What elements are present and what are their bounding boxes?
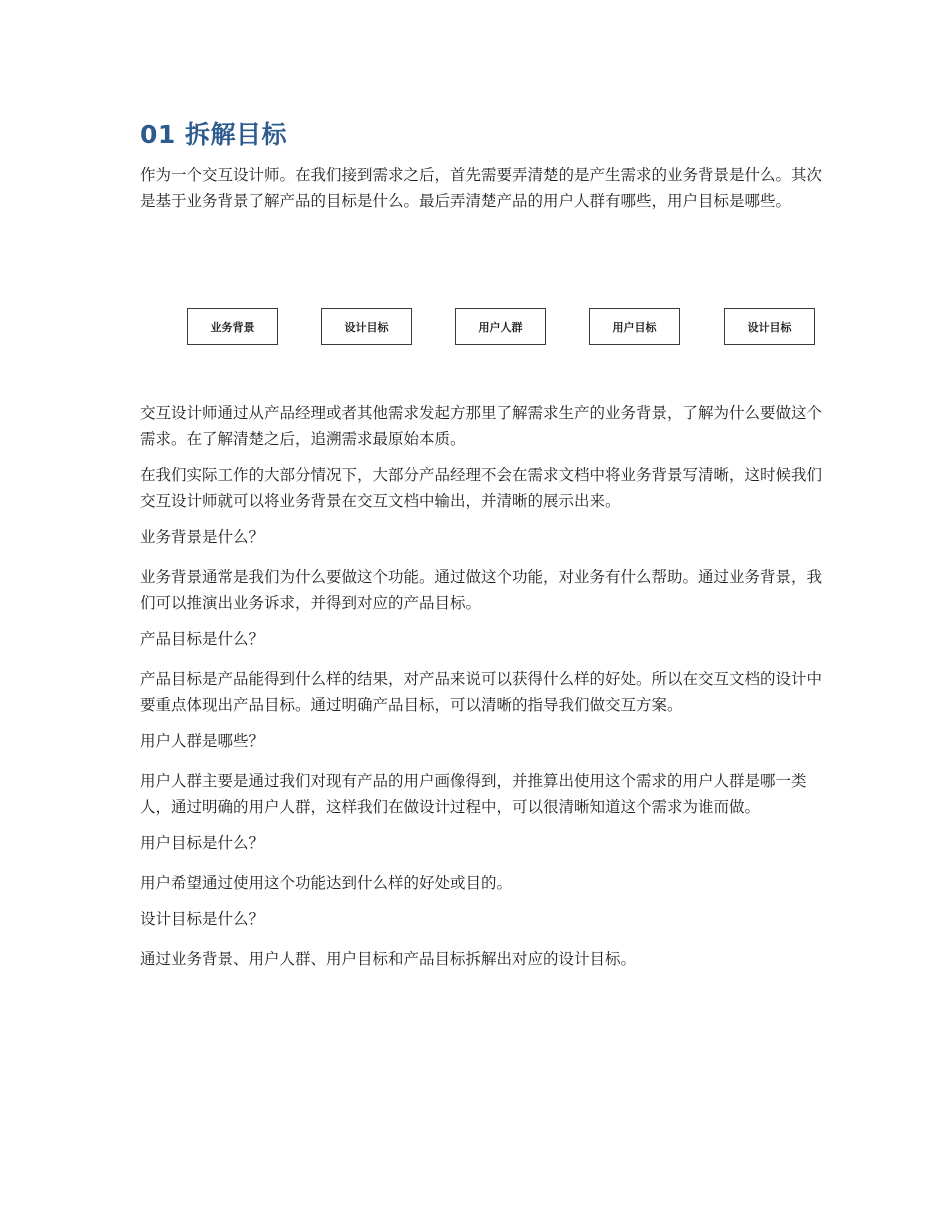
question-business-background: 业务背景是什么？ [140,528,265,546]
body-paragraph-2: 在我们实际工作的大部分情况下，大部分产品经理不会在需求文档中将业务背景写清晰，这时候我们交互设计师就可以将业务背景在交互文档中输出，并清晰的展示出来。 [140,466,823,510]
answer-user-goal: 用户希望通过使用这个功能达到什么样的好处或目的。 [140,874,513,892]
section-heading: 01 拆解目标 [140,120,287,149]
section-header [140,118,830,214]
flow-step-user-group: 用户人群 [455,308,546,345]
question-user-goal: 用户目标是什么？ [140,834,265,852]
flow-step-design-goal: 设计目标 [321,308,412,345]
answer-user-group: 用户人群主要是通过我们对现有产品的用户画像得到，并推算出使用这个需求的用户人群是哪一类人，通过明确的用户人群，这样我们在做设计过程中，可以很清晰知道这个需求为谁而做。 [140,772,807,816]
question-product-goal: 产品目标是什么？ [140,630,265,648]
question-design-goal: 设计目标是什么？ [140,910,265,928]
body-content [140,400,830,982]
flow-step-business-background: 业务背景 [187,308,278,345]
body-paragraph-1: 交互设计师通过从产品经理或者其他需求发起方那里了解需求生产的业务背景，了解为什么要做这个需求。在了解清楚之后，追溯需求最原始本质。 [140,404,823,448]
flow-diagram [187,308,818,348]
flow-step-design-goal-final: 设计目标 [724,308,815,345]
answer-design-goal: 通过业务背景、用户人群、用户目标和产品目标拆解出对应的设计目标。 [140,950,637,968]
flow-step-user-goal: 用户目标 [589,308,680,345]
answer-business-background: 业务背景通常是我们为什么要做这个功能。通过做这个功能，对业务有什么帮助。通过业务背景，我们可以推演出业务诉求，并得到对应的产品目标。 [140,568,823,612]
answer-product-goal: 产品目标是产品能得到什么样的结果，对产品来说可以获得什么样的好处。所以在交互文档的设计中要重点体现出产品目标。通过明确产品目标，可以清晰的指导我们做交互方案。 [140,670,823,714]
question-user-group: 用户人群是哪些？ [140,732,265,750]
intro-paragraph: 作为一个交互设计师。在我们接到需求之后，首先需要弄清楚的是产生需求的业务背景是什么。其次是基于业务背景了解产品的目标是什么。最后弄清楚产品的用户人群有哪些，用户目标是哪些。 [140,166,823,210]
